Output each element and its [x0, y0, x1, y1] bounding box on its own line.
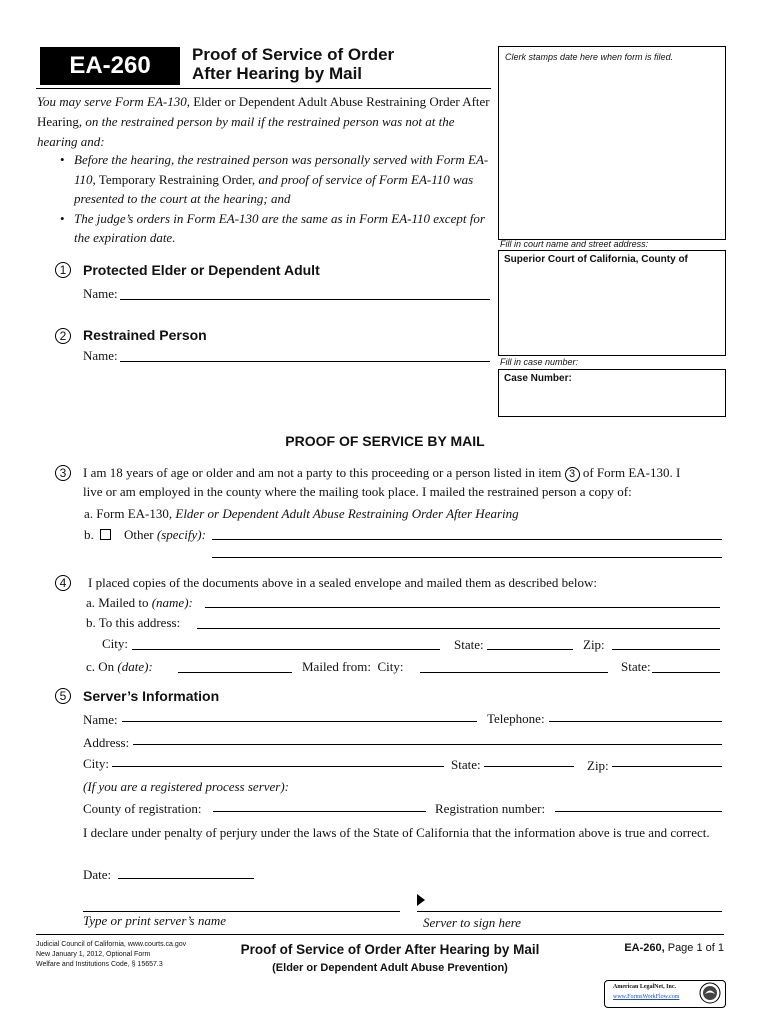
eagle-seal-icon	[699, 982, 721, 1004]
section-4-item-a	[86, 595, 193, 611]
intro-text-1: You may serve Form EA-130,	[37, 94, 190, 109]
mailed-from-city-field[interactable]	[420, 672, 608, 673]
perjury-declaration: I declare under penalty of perjury under the laws of the State of California that the information above is true and correct.	[83, 825, 710, 840]
logo-company: American LegalNet, Inc.	[613, 984, 676, 990]
footer-left	[36, 940, 186, 970]
intro-text-2: Elder or Dependent Adult Abuse Restraining Order After Hearing,	[37, 94, 490, 129]
s5-reg-number-field[interactable]	[555, 811, 722, 812]
s5-zip-field[interactable]	[612, 766, 722, 767]
form-id-badge: EA-260	[40, 47, 180, 85]
print-name-field[interactable]	[83, 911, 400, 912]
s5-state-field[interactable]	[484, 766, 574, 767]
footer-rule	[36, 934, 724, 935]
s4-state-label: State:	[454, 637, 484, 652]
clerk-stamp-label: Clerk stamps date here when form is filed.	[505, 52, 674, 62]
s5-state-label: State:	[451, 757, 481, 772]
item-b-text1: Other	[124, 527, 154, 542]
sign-text: Server to sign here	[423, 915, 522, 930]
court-hint: Fill in court name and street address:	[500, 239, 649, 249]
court-name-value: Superior Court of California, County of	[504, 254, 688, 265]
s5-county-field[interactable]	[213, 811, 426, 812]
s5-reg-number-label: Registration number:	[435, 801, 546, 816]
section-4-item-b	[86, 615, 180, 631]
s4-zip-label: Zip:	[583, 637, 605, 652]
print-name-caption	[83, 913, 226, 929]
intro-paragraph	[37, 92, 497, 152]
sign-arrow-icon	[417, 894, 425, 906]
form-title	[192, 45, 394, 83]
footer-left-3: Welfare and Institutions Code, § 15657.3	[36, 961, 163, 968]
section-3-item-b-text	[124, 527, 206, 543]
section-2-name-label: Name:	[83, 348, 118, 363]
footer-title: Proof of Service of Order After Hearing by Mail	[240, 942, 540, 957]
signature-field[interactable]	[417, 911, 722, 912]
address-field[interactable]	[197, 628, 720, 629]
bullet-1-text-a: Before the hearing, the restrained person was personally served with Form EA-110,	[74, 152, 489, 187]
section-3-item-a	[84, 506, 519, 522]
bullet-2-text: The judge’s orders in Form EA-130 are the same as in Form EA-110 except for the expiration date.	[74, 210, 485, 245]
s4-city-field[interactable]	[132, 649, 440, 650]
signature-caption	[423, 915, 521, 931]
other-specify-field-2[interactable]	[212, 557, 722, 558]
other-specify-field-1[interactable]	[212, 539, 722, 540]
section-4-text: I placed copies of the documents above in a sealed envelope and mailed them as described below:	[88, 575, 597, 590]
case-number-label: Case Number:	[504, 373, 572, 384]
s5-address-label: Address:	[83, 735, 130, 750]
mailed-from-label	[302, 659, 403, 675]
s5-name-field[interactable]	[122, 721, 477, 722]
type-name-text: Type or print server’s name	[83, 913, 226, 928]
s5-registered-note	[83, 779, 289, 795]
footer-left-1: Judicial Council of California, www.courts.ca.gov	[36, 941, 187, 948]
section-2-number: 2	[55, 328, 71, 344]
s4-c-label: c.	[86, 659, 96, 674]
mailed-to-name-field[interactable]	[205, 607, 720, 608]
section-4-item-c	[86, 659, 153, 675]
section-5-number: 5	[55, 688, 71, 704]
publisher-logo[interactable]	[604, 980, 726, 1008]
section-3-text-a: I am 18 years of age or older and am not a party to this proceeding or a person listed in item	[83, 465, 562, 480]
s5-county-label: County of registration:	[83, 801, 202, 816]
intro-text-3: on the restrained person by mail if the restrained person was not at the hearing and:	[37, 114, 455, 149]
section-1-number: 1	[55, 262, 71, 278]
section-3-text-b: of Form EA-130. I	[582, 465, 681, 480]
logo-url: www.FormsWorkFlow.com	[613, 994, 680, 1000]
section-1-name-label: Name:	[83, 286, 118, 301]
form-title-line2: After Hearing by Mail	[192, 64, 363, 83]
mailed-from-state-field[interactable]	[652, 672, 720, 673]
s4-a-label: a.	[86, 595, 96, 610]
s4-city2-label: City:	[377, 659, 404, 674]
s5-telephone-label: Telephone:	[487, 711, 545, 726]
section-1-name-field[interactable]	[120, 299, 490, 300]
section-3-item-b-label: b.	[84, 527, 94, 542]
footer-subtitle: (Elder or Dependent Adult Abuse Prevention)	[272, 962, 508, 974]
section-2-name-field[interactable]	[120, 361, 490, 362]
s4-state2-label: State:	[621, 659, 651, 674]
s4-c-text1: On	[98, 659, 115, 674]
s5-date-field[interactable]	[118, 878, 254, 879]
footer-page-number: Page 1 of 1	[664, 942, 724, 954]
section-5-title: Server’s Information	[83, 688, 220, 704]
s5-name-label: Name:	[83, 712, 118, 727]
s5-address-field[interactable]	[133, 744, 722, 745]
s4-a-text2: (name):	[151, 595, 193, 610]
s5-city-label: City:	[83, 756, 110, 771]
s5-city-field[interactable]	[112, 766, 444, 767]
s5-registered-text: (If you are a registered process server):	[83, 779, 290, 794]
intro-bullet-2	[60, 209, 500, 248]
case-hint: Fill in case number:	[500, 357, 579, 367]
court-name-box[interactable]	[498, 250, 726, 356]
clerk-stamp-box	[498, 46, 726, 240]
section-2-title: Restrained Person	[83, 327, 207, 343]
s4-city-label: City:	[102, 636, 129, 651]
mail-date-field[interactable]	[178, 672, 292, 673]
bullet-1-text-b: Temporary Restraining Order,	[95, 171, 256, 187]
intro-bullets	[60, 150, 500, 248]
s4-a-text1: Mailed to	[98, 595, 149, 610]
s5-telephone-field[interactable]	[549, 721, 722, 722]
form-title-line1: Proof of Service of Order	[192, 45, 395, 64]
s5-zip-label: Zip:	[587, 758, 609, 773]
item-b-text2: (specify):	[156, 527, 206, 542]
section-3-line-2: live or am employed in the county where the mailing took place. I mailed the restrained person a copy of:	[83, 484, 632, 499]
s4-b-label: b.	[86, 615, 96, 630]
s5-date-label: Date:	[83, 867, 112, 882]
case-number-box[interactable]	[498, 369, 726, 417]
section-3-line-1	[83, 465, 733, 482]
footer-left-2: New January 1, 2012, Optional Form	[36, 951, 151, 958]
header-rule	[36, 88, 491, 89]
bullet-1-text-c: and proof of service of Form EA-110 was presented to the court at the hearing; and	[74, 171, 474, 206]
s4-c-text2: (date):	[117, 659, 153, 674]
section-4-number: 4	[55, 575, 71, 591]
section-3-number: 3	[55, 465, 71, 481]
proof-of-service-heading: PROOF OF SERVICE BY MAIL	[285, 433, 485, 449]
intro-bullet-1	[60, 150, 500, 209]
s4-mailed-from: Mailed from:	[302, 659, 371, 674]
section-1-title: Protected Elder or Dependent Adult	[83, 262, 320, 278]
item-a-label: a.	[84, 506, 94, 521]
s4-zip-field[interactable]	[612, 649, 720, 650]
s4-b-text: To this address:	[98, 615, 181, 630]
section-3-item-ref: 3	[565, 467, 580, 482]
footer-form-id: EA-260,	[624, 942, 665, 954]
item-a-text2: Elder or Dependent Adult Abuse Restraining Order After Hearing	[175, 506, 519, 521]
s4-state-field[interactable]	[487, 649, 573, 650]
other-checkbox[interactable]	[100, 529, 111, 540]
footer-page	[600, 942, 724, 954]
item-a-text1: Form EA-130,	[96, 506, 173, 521]
